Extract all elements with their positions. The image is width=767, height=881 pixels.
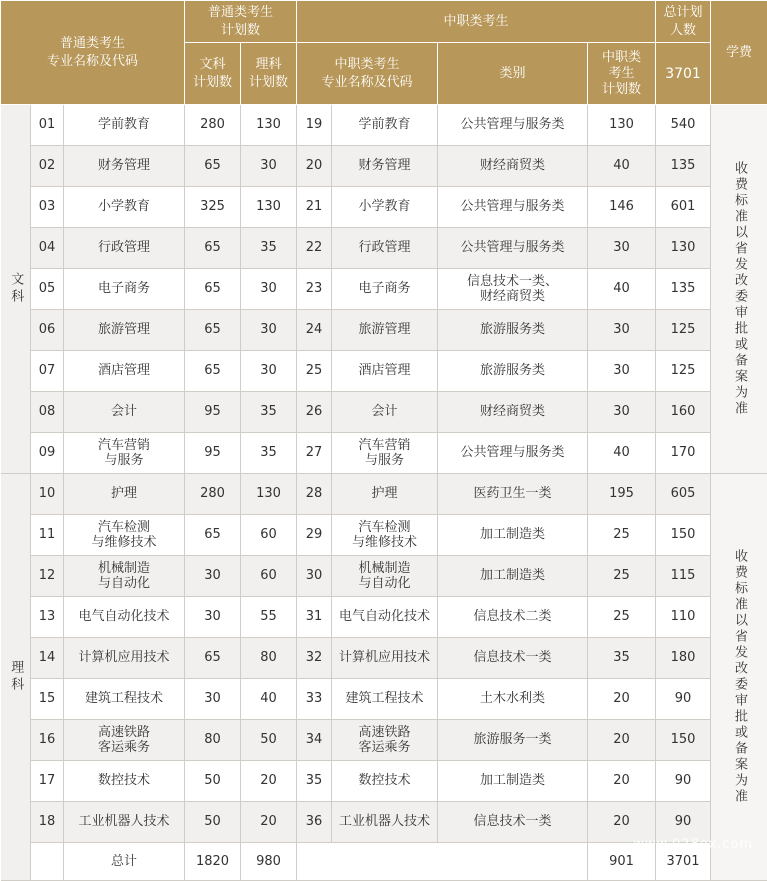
- table-row: [1, 515, 767, 556]
- category-text: 公共管理与服务类: [458, 199, 568, 214]
- arts-plan: 30: [185, 679, 241, 720]
- totals-total: 3701: [656, 843, 711, 881]
- vocational-code: 19: [297, 105, 332, 146]
- vocational-plan: 25: [588, 556, 656, 597]
- vocational-name-text: 机械制造 与自动化: [337, 561, 432, 591]
- category-text: 公共管理与服务类: [458, 240, 568, 255]
- major-name-text: 工业机器人技术: [77, 814, 172, 829]
- vocational-name: [332, 679, 438, 720]
- total-plan: 160: [656, 392, 711, 433]
- category: [438, 228, 588, 269]
- table-row: [1, 761, 767, 802]
- major-name-text: 高速铁路 客运乘务: [77, 725, 172, 755]
- vocational-code: 28: [297, 474, 332, 515]
- group-label-arts: 文科: [1, 105, 31, 474]
- group-label-science: 理科: [1, 474, 31, 881]
- vocational-name-text: 旅游管理: [337, 322, 432, 337]
- total-plan: 605: [656, 474, 711, 515]
- table-row: [1, 597, 767, 638]
- vocational-code: 23: [297, 269, 332, 310]
- vocational-code: 20: [297, 146, 332, 187]
- science-plan: 60: [241, 515, 297, 556]
- major-code: 04: [31, 228, 64, 269]
- vocational-plan: 20: [588, 761, 656, 802]
- category: [438, 433, 588, 474]
- vocational-name: [332, 515, 438, 556]
- science-plan: 55: [241, 597, 297, 638]
- totals-science: 980: [241, 843, 297, 881]
- major-code: 05: [31, 269, 64, 310]
- major-name-text: 数控技术: [77, 773, 172, 788]
- vocational-name: [332, 392, 438, 433]
- table-row: [1, 105, 767, 146]
- category-text: 财经商贸类: [458, 158, 568, 173]
- total-plan: 135: [656, 269, 711, 310]
- major-name: [64, 597, 185, 638]
- vocational-plan: 25: [588, 515, 656, 556]
- major-name-text: 会计: [77, 404, 172, 419]
- totals-blank: [297, 843, 588, 881]
- vocational-plan: 30: [588, 392, 656, 433]
- totals-blank-code: [31, 843, 64, 881]
- category-text: 信息技术一类: [458, 814, 568, 829]
- vocational-plan: 30: [588, 351, 656, 392]
- vocational-plan: 146: [588, 187, 656, 228]
- total-plan: 90: [656, 761, 711, 802]
- arts-plan: 95: [185, 433, 241, 474]
- vocational-name-text: 酒店管理: [337, 363, 432, 378]
- major-name: [64, 392, 185, 433]
- total-plan: 130: [656, 228, 711, 269]
- table-row: [1, 146, 767, 187]
- category-text: 信息技术一类: [458, 650, 568, 665]
- category-text: 加工制造类: [458, 773, 568, 788]
- major-name: [64, 679, 185, 720]
- science-plan: 30: [241, 269, 297, 310]
- major-name-text: 财务管理: [77, 158, 172, 173]
- major-code: 12: [31, 556, 64, 597]
- arts-plan: 50: [185, 802, 241, 843]
- science-plan: 30: [241, 351, 297, 392]
- header-science-plan: 理科 计划数: [241, 43, 297, 105]
- vocational-name: [332, 351, 438, 392]
- science-plan: 60: [241, 556, 297, 597]
- vocational-name-text: 汽车检测 与维修技术: [337, 520, 432, 550]
- major-code: 15: [31, 679, 64, 720]
- arts-plan: 65: [185, 351, 241, 392]
- major-name: [64, 638, 185, 679]
- vocational-name: [332, 761, 438, 802]
- fee-note-arts: 收费标准以省发改委审批或备案为准: [711, 105, 767, 474]
- vocational-code: 36: [297, 802, 332, 843]
- arts-plan: 65: [185, 515, 241, 556]
- science-plan: 20: [241, 802, 297, 843]
- vocational-name: [332, 556, 438, 597]
- arts-plan: 325: [185, 187, 241, 228]
- major-name: [64, 146, 185, 187]
- vocational-name-text: 汽车营销 与服务: [337, 438, 432, 468]
- vocational-name-text: 高速铁路 客运乘务: [337, 725, 432, 755]
- vocational-code: 22: [297, 228, 332, 269]
- vocational-name: [332, 269, 438, 310]
- arts-plan: 65: [185, 269, 241, 310]
- vocational-plan: 35: [588, 638, 656, 679]
- major-name: [64, 269, 185, 310]
- table-row: [1, 392, 767, 433]
- major-name: [64, 228, 185, 269]
- category: [438, 269, 588, 310]
- header-fee: 学费: [711, 1, 767, 105]
- category: [438, 556, 588, 597]
- science-plan: 130: [241, 105, 297, 146]
- category: [438, 474, 588, 515]
- total-plan: 135: [656, 146, 711, 187]
- major-code: 03: [31, 187, 64, 228]
- science-plan: 35: [241, 433, 297, 474]
- fee-note-science: 收费标准以省发改委审批或备案为准: [711, 474, 767, 881]
- vocational-name-text: 数控技术: [337, 773, 432, 788]
- category-text: 财经商贸类: [458, 404, 568, 419]
- vocational-name-text: 财务管理: [337, 158, 432, 173]
- header-vocational-plan: 中职类 考生 计划数: [588, 43, 656, 105]
- science-plan: 130: [241, 474, 297, 515]
- vocational-plan: 25: [588, 597, 656, 638]
- arts-plan: 280: [185, 105, 241, 146]
- vocational-plan: 20: [588, 679, 656, 720]
- science-plan: 30: [241, 310, 297, 351]
- category: [438, 351, 588, 392]
- science-plan: 130: [241, 187, 297, 228]
- vocational-code: 29: [297, 515, 332, 556]
- total-plan: 125: [656, 351, 711, 392]
- major-code: 17: [31, 761, 64, 802]
- total-plan: 601: [656, 187, 711, 228]
- total-plan: 115: [656, 556, 711, 597]
- total-plan: 150: [656, 515, 711, 556]
- category-text: 公共管理与服务类: [458, 117, 568, 132]
- table-row: [1, 638, 767, 679]
- total-plan: 125: [656, 310, 711, 351]
- vocational-name: [332, 720, 438, 761]
- major-name: [64, 802, 185, 843]
- category-text: 公共管理与服务类: [458, 445, 568, 460]
- major-name-text: 机械制造 与自动化: [77, 561, 172, 591]
- totals-label: 总计: [64, 843, 185, 881]
- arts-plan: 95: [185, 392, 241, 433]
- category: [438, 802, 588, 843]
- major-name-text: 护理: [77, 486, 172, 501]
- arts-plan: 30: [185, 556, 241, 597]
- vocational-code: 24: [297, 310, 332, 351]
- major-name: [64, 720, 185, 761]
- major-name: [64, 351, 185, 392]
- category: [438, 679, 588, 720]
- vocational-plan: 20: [588, 720, 656, 761]
- total-plan: 90: [656, 802, 711, 843]
- arts-plan: 30: [185, 597, 241, 638]
- total-plan: 540: [656, 105, 711, 146]
- vocational-name: [332, 638, 438, 679]
- vocational-plan: 40: [588, 433, 656, 474]
- major-code: 08: [31, 392, 64, 433]
- vocational-code: 30: [297, 556, 332, 597]
- vocational-plan: 20: [588, 802, 656, 843]
- vocational-code: 35: [297, 761, 332, 802]
- major-name-text: 汽车检测 与维修技术: [77, 520, 172, 550]
- category-text: 加工制造类: [458, 527, 568, 542]
- header-category: 类别: [438, 43, 588, 105]
- major-code: 14: [31, 638, 64, 679]
- vocational-name: [332, 433, 438, 474]
- major-name: [64, 761, 185, 802]
- total-plan: 170: [656, 433, 711, 474]
- major-name-text: 酒店管理: [77, 363, 172, 378]
- header-arts-plan: 文科 计划数: [185, 43, 241, 105]
- table-row: [1, 720, 767, 761]
- vocational-name-text: 学前教育: [337, 117, 432, 132]
- category: [438, 720, 588, 761]
- vocational-code: 21: [297, 187, 332, 228]
- major-code: 02: [31, 146, 64, 187]
- vocational-name: [332, 105, 438, 146]
- category-text: 加工制造类: [458, 568, 568, 583]
- category: [438, 515, 588, 556]
- arts-plan: 65: [185, 146, 241, 187]
- major-code: 11: [31, 515, 64, 556]
- major-name-text: 汽车营销 与服务: [77, 438, 172, 468]
- major-name: [64, 187, 185, 228]
- major-code: 18: [31, 802, 64, 843]
- major-name: [64, 105, 185, 146]
- vocational-plan: 30: [588, 228, 656, 269]
- category-text: 旅游服务类: [458, 363, 568, 378]
- major-name-text: 建筑工程技术: [77, 691, 172, 706]
- table-row: [1, 310, 767, 351]
- total-plan: 90: [656, 679, 711, 720]
- science-plan: 35: [241, 228, 297, 269]
- major-name: [64, 474, 185, 515]
- major-name-text: 电气自动化技术: [77, 609, 172, 624]
- vocational-code: 26: [297, 392, 332, 433]
- arts-plan: 280: [185, 474, 241, 515]
- vocational-name-text: 护理: [337, 486, 432, 501]
- major-code: 07: [31, 351, 64, 392]
- major-name-text: 电子商务: [77, 281, 172, 296]
- table-body: [1, 105, 767, 881]
- category-text: 旅游服务类: [458, 322, 568, 337]
- vocational-code: 32: [297, 638, 332, 679]
- table-row: [1, 351, 767, 392]
- vocational-name: [332, 802, 438, 843]
- header-total-plan: 总计划 人数: [656, 1, 711, 43]
- vocational-name-text: 工业机器人技术: [337, 814, 432, 829]
- vocational-name: [332, 310, 438, 351]
- vocational-name-text: 会计: [337, 404, 432, 419]
- major-name: [64, 433, 185, 474]
- major-name-text: 行政管理: [77, 240, 172, 255]
- vocational-name-text: 建筑工程技术: [337, 691, 432, 706]
- totals-arts: 1820: [185, 843, 241, 881]
- major-name: [64, 515, 185, 556]
- category-text: 旅游服务一类: [458, 732, 568, 747]
- header-vocational-major: 中职类考生 专业名称及代码: [297, 43, 438, 105]
- major-name-text: 计算机应用技术: [77, 650, 172, 665]
- vocational-name: [332, 597, 438, 638]
- science-plan: 30: [241, 146, 297, 187]
- category-text: 医药卫生一类: [458, 486, 568, 501]
- major-name-text: 学前教育: [77, 117, 172, 132]
- total-plan: 110: [656, 597, 711, 638]
- category-text: 土木水利类: [458, 691, 568, 706]
- watermark: www.028ox.com: [633, 837, 753, 852]
- major-code: 06: [31, 310, 64, 351]
- arts-plan: 65: [185, 228, 241, 269]
- vocational-code: 27: [297, 433, 332, 474]
- arts-plan: 80: [185, 720, 241, 761]
- table-row: [1, 556, 767, 597]
- category: [438, 761, 588, 802]
- total-plan: 150: [656, 720, 711, 761]
- major-name-text: 小学教育: [77, 199, 172, 214]
- vocational-plan: 40: [588, 269, 656, 310]
- vocational-name: [332, 474, 438, 515]
- header-vocational: 中职类考生: [297, 1, 656, 43]
- category: [438, 187, 588, 228]
- major-code: 16: [31, 720, 64, 761]
- header-total-value: 3701: [656, 43, 711, 105]
- category-text: 信息技术二类: [458, 609, 568, 624]
- arts-plan: 50: [185, 761, 241, 802]
- vocational-plan: 30: [588, 310, 656, 351]
- header-general-plan: 普通类考生 计划数: [185, 1, 297, 43]
- science-plan: 50: [241, 720, 297, 761]
- table-row: [1, 679, 767, 720]
- category-text: 信息技术一类、 财经商贸类: [458, 274, 568, 304]
- vocational-name-text: 计算机应用技术: [337, 650, 432, 665]
- major-name: [64, 310, 185, 351]
- major-name-text: 旅游管理: [77, 322, 172, 337]
- table-row: [1, 228, 767, 269]
- vocational-code: 34: [297, 720, 332, 761]
- category: [438, 310, 588, 351]
- total-plan: 180: [656, 638, 711, 679]
- table-row: [1, 269, 767, 310]
- vocational-code: 31: [297, 597, 332, 638]
- header-general-major: 普通类考生 专业名称及代码: [1, 1, 185, 105]
- vocational-plan: 195: [588, 474, 656, 515]
- vocational-name-text: 电子商务: [337, 281, 432, 296]
- category: [438, 638, 588, 679]
- vocational-code: 33: [297, 679, 332, 720]
- science-plan: 80: [241, 638, 297, 679]
- table-row: [1, 433, 767, 474]
- category: [438, 597, 588, 638]
- category: [438, 105, 588, 146]
- science-plan: 35: [241, 392, 297, 433]
- vocational-name: [332, 187, 438, 228]
- major-name: [64, 556, 185, 597]
- major-code: 01: [31, 105, 64, 146]
- arts-plan: 65: [185, 638, 241, 679]
- vocational-plan: 40: [588, 146, 656, 187]
- vocational-name-text: 行政管理: [337, 240, 432, 255]
- table-row: [1, 187, 767, 228]
- category: [438, 392, 588, 433]
- major-code: 09: [31, 433, 64, 474]
- arts-plan: 65: [185, 310, 241, 351]
- major-code: 13: [31, 597, 64, 638]
- table-row: [1, 474, 767, 515]
- major-code: 10: [31, 474, 64, 515]
- vocational-plan: 130: [588, 105, 656, 146]
- science-plan: 40: [241, 679, 297, 720]
- vocational-name-text: 小学教育: [337, 199, 432, 214]
- totals-vocational: 901: [588, 843, 656, 881]
- vocational-code: 25: [297, 351, 332, 392]
- category: [438, 146, 588, 187]
- vocational-name-text: 电气自动化技术: [337, 609, 432, 624]
- vocational-name: [332, 228, 438, 269]
- vocational-name: [332, 146, 438, 187]
- science-plan: 20: [241, 761, 297, 802]
